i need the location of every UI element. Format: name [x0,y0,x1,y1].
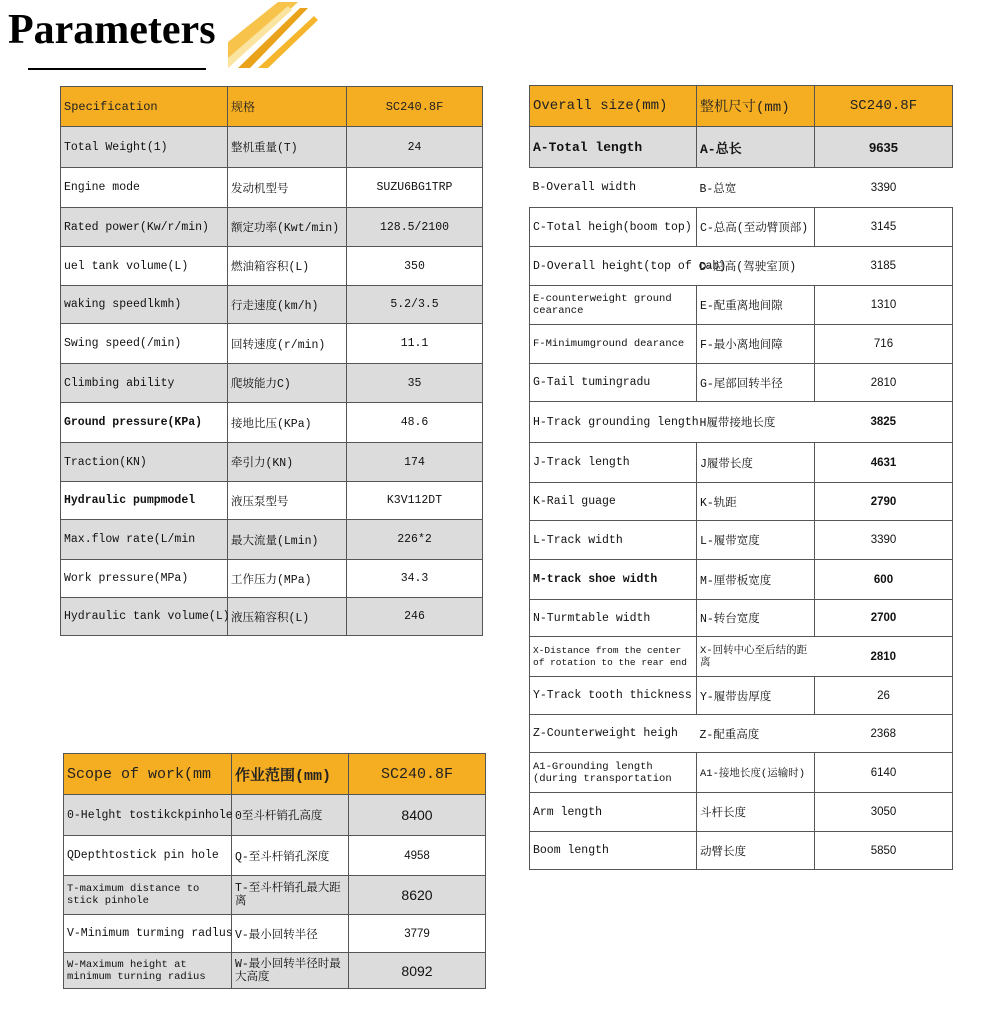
table-row [61,403,483,443]
size-label: H-Track grounding length [530,402,697,443]
size-label: M-track shoe width [530,560,697,600]
spec-label-cn: 整机重量(T) [228,127,347,168]
spec-label-cn: 燃油箱容积(L) [228,247,347,286]
size-value: 6140 [815,753,953,793]
table-row [530,402,953,443]
spec-label-cn: 回转速度(r/min) [228,324,347,364]
scope-value: 4958 [349,836,486,876]
size-value: 3825 [815,402,953,443]
spec-label: Hydraulic tank volume(L) [61,598,228,636]
table-row [64,795,486,836]
table-row [530,443,953,483]
spec-value: 226*2 [347,520,483,560]
scope-label-cn: W-最小回转半径时最大高度 [232,953,349,989]
size-value: 716 [815,325,953,364]
table-row [64,876,486,915]
size-value: 4631 [815,443,953,483]
specification-table [60,86,483,636]
size-label-cn: G-尾部回转半径 [697,364,815,402]
size-label-cn: A1-接地长度(运输时) [697,753,815,793]
title-underline [28,68,206,70]
table-row [530,168,953,208]
decorative-stripes-icon [228,2,320,68]
spec-label-cn: 发动机型号 [228,168,347,208]
table-row [530,637,953,677]
table-row [530,325,953,364]
size-label: F-Minimumground dearance [530,325,697,364]
table-row [530,715,953,753]
table-row [530,521,953,560]
spec-label-cn: 液压泵型号 [228,482,347,520]
size-value: 3390 [815,521,953,560]
size-value: 2700 [815,600,953,637]
size-value: 3050 [815,793,953,832]
spec-value: 174 [347,443,483,482]
size-label-cn: D-总高(驾驶室顶) [697,247,815,286]
spec-label-cn: 行走速度(km/h) [228,286,347,324]
spec-value: 350 [347,247,483,286]
spec-header-cn: 规格 [228,87,347,127]
size-value: 600 [815,560,953,600]
size-label-cn: 斗杆长度 [697,793,815,832]
size-label: E-counterweight ground cearance [530,286,697,325]
size-value: 2810 [815,637,953,677]
spec-label: uel tank volume(L) [61,247,228,286]
size-label-cn: J履带长度 [697,443,815,483]
scope-label-cn: Q-至斗杆销孔深度 [232,836,349,876]
table-row [530,753,953,793]
spec-label-cn: 接地比压(KPa) [228,403,347,443]
scope-of-work-table [63,753,486,989]
spec-value: 128.5/2100 [347,208,483,247]
table-row [64,836,486,876]
size-value: 3145 [815,208,953,247]
size-label: A-Total length [530,127,697,168]
spec-label: Total Weight(1) [61,127,228,168]
table-row [61,443,483,482]
size-label: Z-Counterweight heigh [530,715,697,753]
spec-value: 246 [347,598,483,636]
size-value: 26 [815,677,953,715]
spec-header-model: SC240.8F [347,87,483,127]
spec-label: Climbing ability [61,364,228,403]
size-value: 5850 [815,832,953,870]
table-row [530,127,953,168]
table-row [530,483,953,521]
spec-label: Rated power(Kw/r/min) [61,208,228,247]
scope-header-model: SC240.8F [349,754,486,795]
size-label-cn: 动臂长度 [697,832,815,870]
spec-label-cn: 最大流量(Lmin) [228,520,347,560]
scope-label: V-Minimum turming radlus [64,915,232,953]
scope-label-cn: V-最小回转半径 [232,915,349,953]
spec-label: Hydraulic pumpmodel [61,482,228,520]
table-row [61,127,483,168]
table-row [61,324,483,364]
table-row [530,247,953,286]
size-label-cn: B-总宽 [697,168,815,208]
size-label: X-Distance from the center of rotation to the rear end [530,637,697,677]
table-row [61,247,483,286]
spec-label-cn: 爬坡能力C) [228,364,347,403]
spec-label: Max.flow rate(L/min [61,520,228,560]
size-value: 3390 [815,168,953,208]
table-row [61,560,483,598]
spec-value: 11.1 [347,324,483,364]
scope-label: 0-Helght tostikckpinhole [64,795,232,836]
table-row [64,953,486,989]
spec-label: Work pressure(MPa) [61,560,228,598]
size-value: 2810 [815,364,953,402]
scope-label-cn: 0至斗杆销孔高度 [232,795,349,836]
table-row [530,286,953,325]
spec-label: Traction(KN) [61,443,228,482]
spec-label-cn: 工作压力(MPa) [228,560,347,598]
spec-value: 5.2/3.5 [347,286,483,324]
size-header-en: Overall size(mm) [530,86,697,127]
size-value: 2368 [815,715,953,753]
size-label: D-Overall height(top of cab) [530,247,697,286]
spec-value: 24 [347,127,483,168]
table-row [530,793,953,832]
scope-header-cn: 作业范围(mm) [232,754,349,795]
size-label-cn: M-厘带板宽度 [697,560,815,600]
table-row [530,364,953,402]
size-label: K-Rail guage [530,483,697,521]
size-label: L-Track width [530,521,697,560]
size-label-cn: Y-履带齿厚度 [697,677,815,715]
size-label-cn: E-配重离地间隙 [697,286,815,325]
scope-label: W-Maximum height at minimum turning radius [64,953,232,989]
size-label-cn: A-总长 [697,127,815,168]
size-value: 2790 [815,483,953,521]
spec-value: SUZU6BG1TRP [347,168,483,208]
size-label: B-Overall width [530,168,697,208]
table-row [61,598,483,636]
spec-label-cn: 液压箱容积(L) [228,598,347,636]
spec-value: 48.6 [347,403,483,443]
table-row [61,286,483,324]
table-row [530,677,953,715]
size-label-cn: X-回转中心至后结的距离 [697,637,815,677]
overall-size-table [529,85,953,870]
table-row [530,560,953,600]
table-row [530,832,953,870]
spec-label: Engine mode [61,168,228,208]
size-label: J-Track length [530,443,697,483]
spec-label: Ground pressure(KPa) [61,403,228,443]
table-row [530,600,953,637]
size-header-cn: 整机尺寸(mm) [697,86,815,127]
table-row [61,364,483,403]
size-value: 3185 [815,247,953,286]
size-label: C-Total heigh(boom top) [530,208,697,247]
spec-label-cn: 额定功率(Kwt/min) [228,208,347,247]
scope-value: 8400 [349,795,486,836]
size-label: Y-Track tooth thickness [530,677,697,715]
scope-value: 8620 [349,876,486,915]
table-row [61,208,483,247]
scope-label: QDepthtostick pin hole [64,836,232,876]
spec-value: 35 [347,364,483,403]
size-label: Boom length [530,832,697,870]
scope-value: 8092 [349,953,486,989]
size-label-cn: F-最小离地间障 [697,325,815,364]
size-label: G-Tail tumingradu [530,364,697,402]
size-label-cn: K-轨距 [697,483,815,521]
size-label: Arm length [530,793,697,832]
spec-value: K3V112DT [347,482,483,520]
size-header-model: SC240.8F [815,86,953,127]
table-row [61,482,483,520]
table-row [64,915,486,953]
size-label-cn: H履带接地长度 [697,402,815,443]
spec-label: waking speedlkmh) [61,286,228,324]
size-label-cn: N-转台宽度 [697,600,815,637]
size-label: N-Turmtable width [530,600,697,637]
scope-label-cn: T-至斗杆销孔最大距离 [232,876,349,915]
scope-label: T-maximum distance to stick pinhole [64,876,232,915]
size-label-cn: L-履带宽度 [697,521,815,560]
size-value: 9635 [815,127,953,168]
spec-label: Swing speed(/min) [61,324,228,364]
scope-header-en: Scope of work(mm [64,754,232,795]
size-value: 1310 [815,286,953,325]
size-label-cn: Z-配重高度 [697,715,815,753]
page-title: Parameters [8,7,216,53]
table-row [61,168,483,208]
scope-value: 3779 [349,915,486,953]
spec-header-en: Specification [61,87,228,127]
size-label-cn: C-总高(至动臂顶部) [697,208,815,247]
table-row [530,208,953,247]
spec-value: 34.3 [347,560,483,598]
spec-label-cn: 牵引力(KN) [228,443,347,482]
table-row [61,520,483,560]
size-label: A1-Grounding length (during transportation [530,753,697,793]
